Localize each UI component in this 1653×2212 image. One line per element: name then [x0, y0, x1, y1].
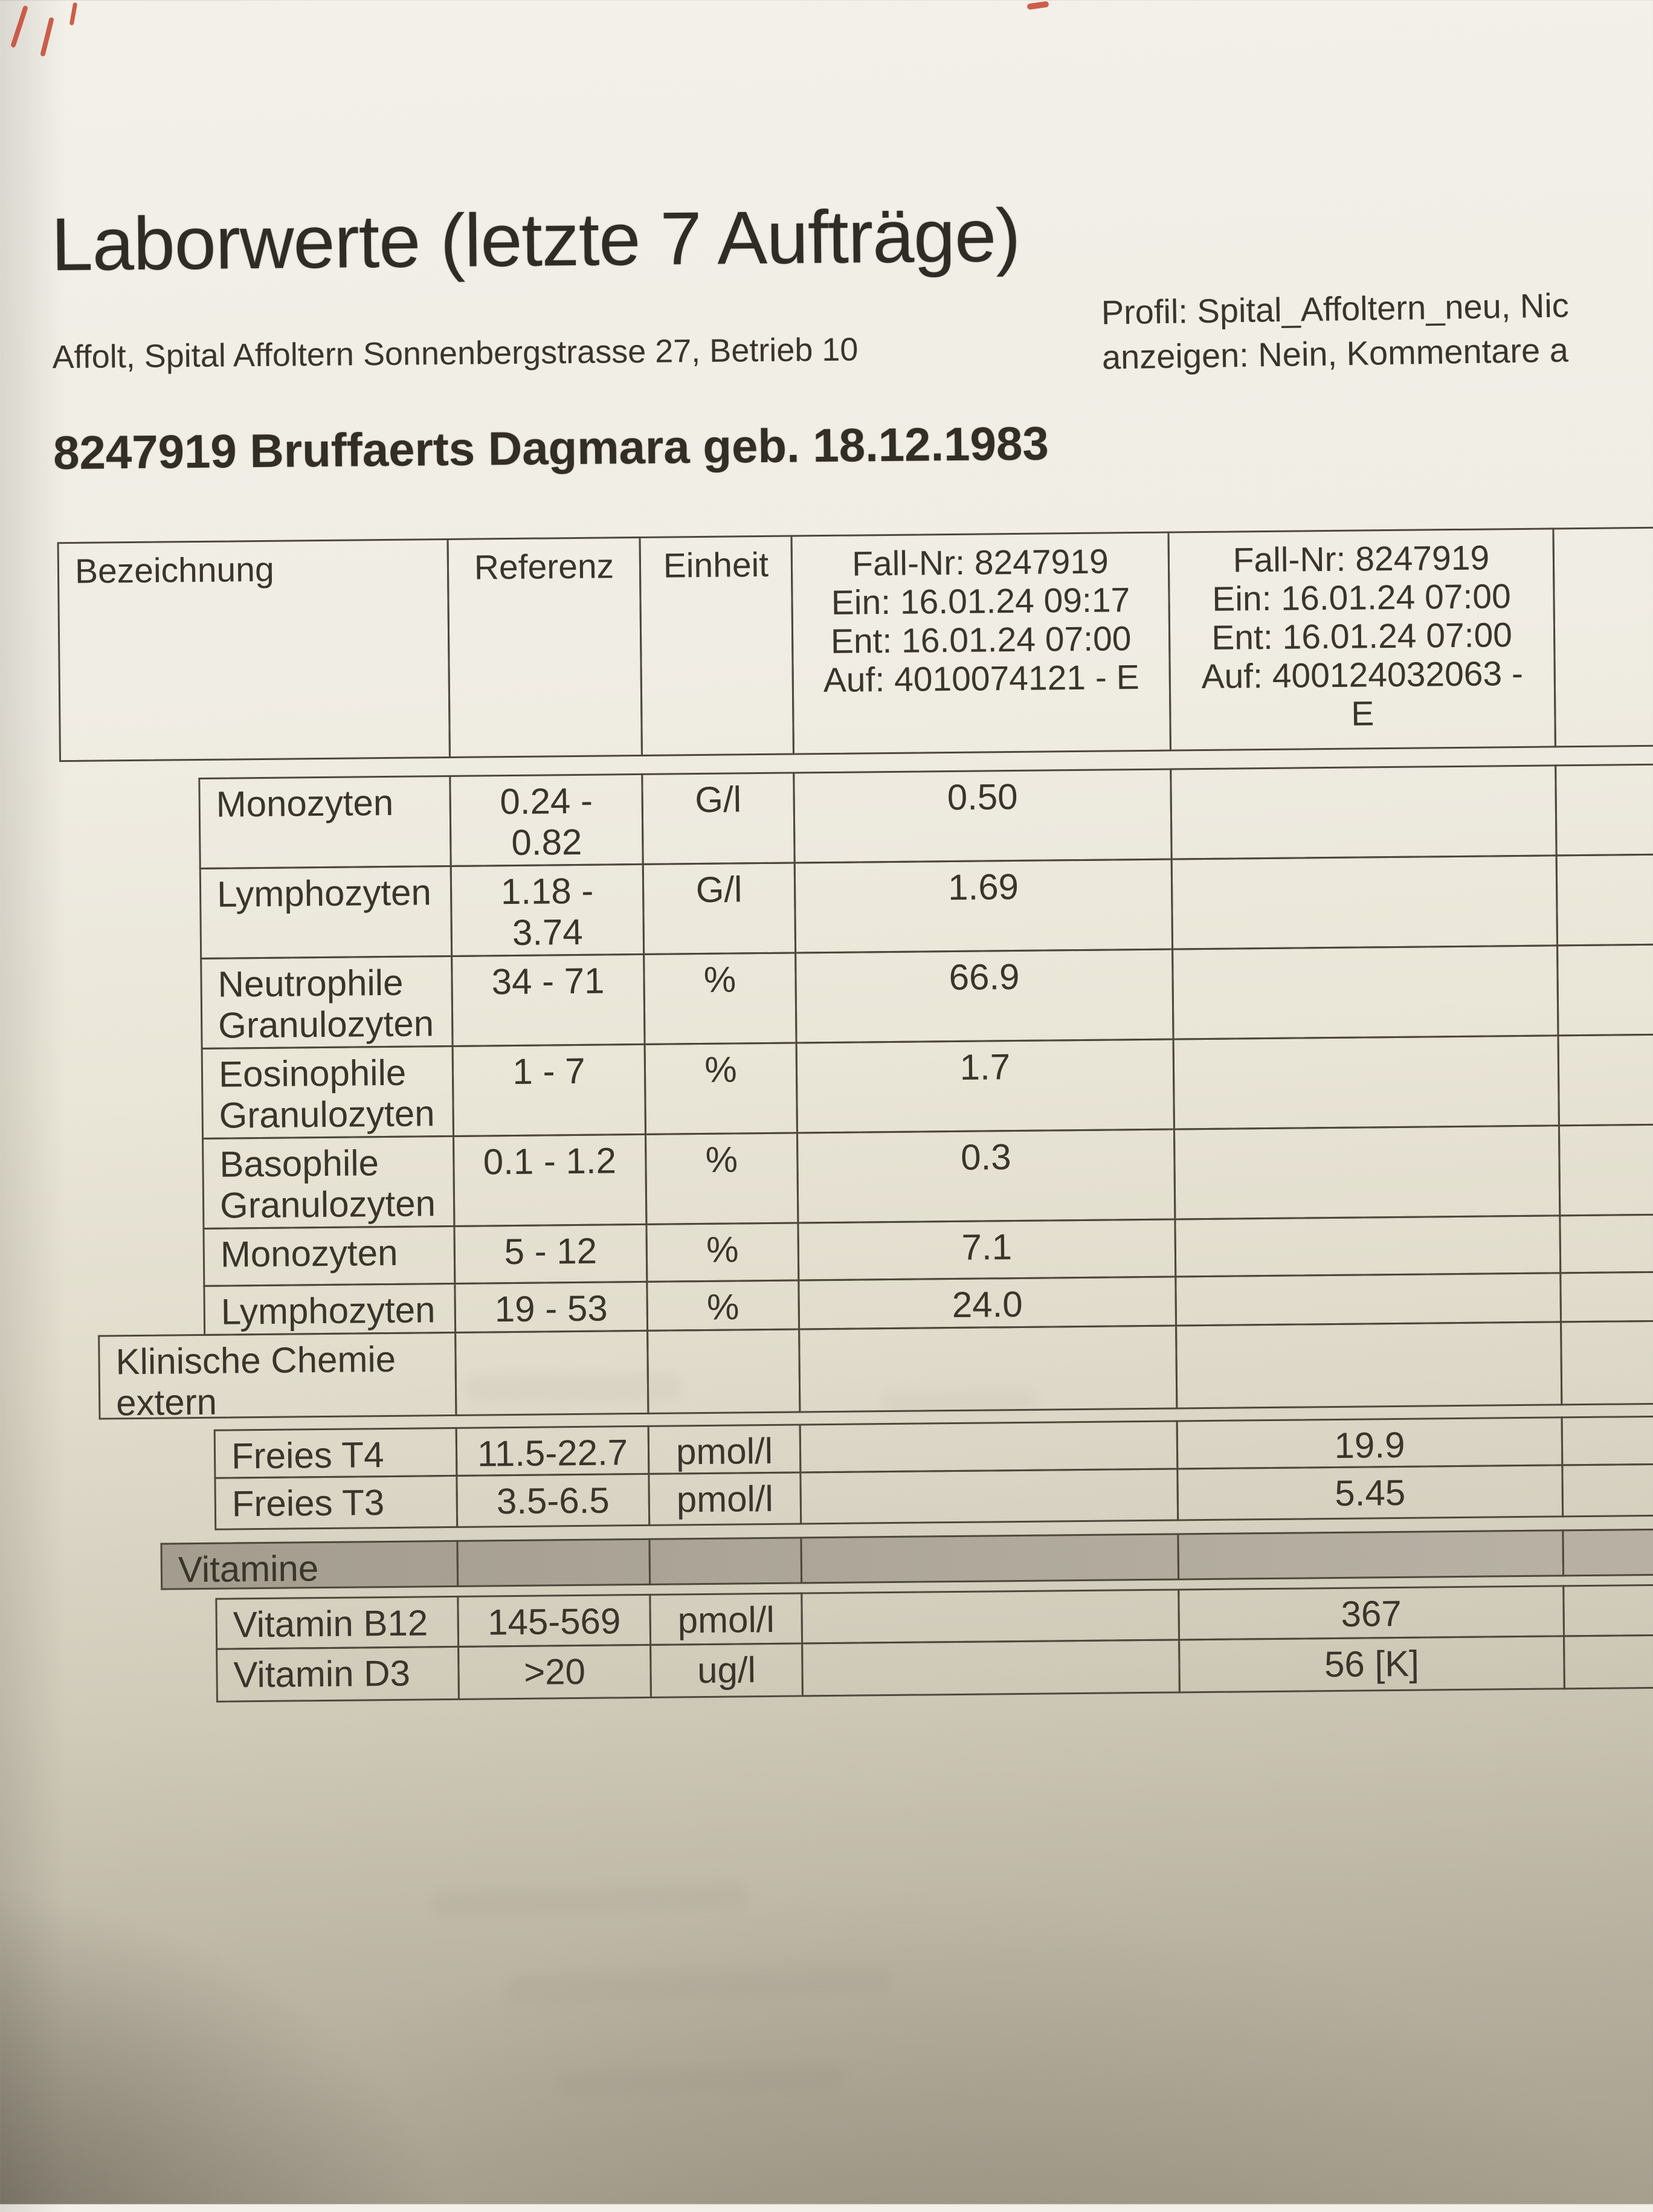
unit: %: [645, 1222, 799, 1282]
unit: ug/l: [649, 1642, 804, 1698]
result-order2: 56 [K]: [1178, 1635, 1565, 1693]
result-order3: [1559, 1213, 1653, 1274]
profile-info: [1101, 281, 1653, 379]
reference-range: 1 - 7: [452, 1043, 646, 1137]
header-order-3-partial: [1552, 526, 1653, 748]
result-order2: [1174, 1214, 1561, 1277]
result-order2: [1173, 1034, 1560, 1130]
reference-range: 11.5-22.7: [456, 1425, 650, 1477]
reference-range: 3.5-6.5: [456, 1473, 650, 1528]
result-order2: [1177, 1529, 1564, 1580]
result-order1: 1.69: [794, 859, 1173, 954]
result-order3: [1563, 1633, 1653, 1689]
header-order-1: Fall-Nr: 8247919 Ein: 16.01.24 09:17 Ent: 16.01.24 07:00 Auf: 4010074121 - E: [790, 532, 1171, 755]
result-order3: [1556, 853, 1653, 947]
result-order3: [1558, 1123, 1653, 1217]
section-title: Klinische Chemie extern: [98, 1332, 457, 1420]
reference-range: 145-569: [457, 1594, 651, 1648]
result-order2: [1170, 764, 1557, 860]
unit: G/l: [642, 862, 796, 955]
result-order3: [1560, 1320, 1653, 1406]
analyte-name: Vitamin D3: [216, 1646, 460, 1703]
result-order1: 66.9: [794, 948, 1174, 1043]
facility-line: Affolt, Spital Affoltern Sonnenbergstrasse 27, Betrieb 10: [52, 331, 859, 376]
table-row: [199, 852, 1653, 959]
hematology-block: [59, 762, 1653, 1424]
result-order1: 1.7: [796, 1038, 1175, 1133]
result-order1: [799, 1420, 1179, 1473]
patient-header: 8247919 Bruffaerts Dagmara geb. 18.12.1983: [53, 416, 1049, 480]
bleed-through-smudge: [881, 1388, 1038, 1413]
analyte-name: Lymphozyten: [199, 865, 453, 959]
result-order2: [1173, 1124, 1561, 1220]
reference-range: 1.18 - 3.74: [450, 863, 645, 957]
analyte-name: Monozyten: [202, 1225, 456, 1287]
analyte-name: Freies T3: [214, 1475, 458, 1530]
result-order2: [1171, 944, 1559, 1040]
result-order1: [800, 1533, 1179, 1584]
unit: pmol/l: [648, 1424, 802, 1474]
unit: %: [646, 1279, 800, 1331]
result-order2: [1174, 1272, 1562, 1326]
reference-range: 0.24 - 0.82: [449, 773, 643, 867]
result-order3: [1559, 1271, 1653, 1323]
unit: pmol/l: [649, 1592, 803, 1645]
table-row: [202, 1122, 1653, 1230]
analyte-name: Neutrophile Granulozyten: [200, 955, 453, 1050]
unit: %: [644, 1042, 798, 1135]
unit: [648, 1536, 802, 1585]
analyte-name: Vitamin B12: [215, 1596, 459, 1650]
header-referenz: Referenz: [447, 537, 643, 758]
section-title: Vitamine: [160, 1540, 459, 1590]
result-order3: [1561, 1414, 1653, 1466]
result-order3: [1561, 1462, 1653, 1517]
result-order3: [1555, 763, 1653, 857]
bleed-through-smudge: [555, 2064, 846, 2096]
table-row: [198, 762, 1653, 869]
bleed-through-smudge: [506, 1965, 893, 2002]
reference-range: 0.1 - 1.2: [453, 1133, 647, 1227]
unit: [646, 1328, 801, 1414]
thyroid-block: [66, 1414, 1653, 1532]
unit: G/l: [641, 772, 795, 865]
result-order1: 7.1: [797, 1218, 1176, 1281]
section-row-klinische-chemie: [98, 1318, 1653, 1424]
result-order2: 5.45: [1176, 1464, 1564, 1521]
result-order1: [801, 1588, 1180, 1644]
lab-results-table: [57, 525, 1653, 1704]
result-order2: [1171, 854, 1558, 950]
reference-range: >20: [457, 1644, 652, 1700]
result-order1: 0.50: [793, 769, 1172, 864]
result-order2: 367: [1178, 1585, 1565, 1640]
analyte-name: Freies T4: [214, 1427, 458, 1479]
unit: %: [643, 952, 797, 1045]
result-order2: 19.9: [1176, 1416, 1564, 1469]
unit: pmol/l: [648, 1471, 802, 1526]
reference-range: 34 - 71: [451, 953, 645, 1047]
profile-line-2: anzeigen: Nein, Kommentare a: [1101, 331, 1569, 376]
vitamins-block: [67, 1582, 1653, 1704]
table-row: [201, 1032, 1653, 1140]
analyte-name: Eosinophile Granulozyten: [201, 1045, 454, 1140]
page-title: Laborwerte (letzte 7 Aufträge): [51, 193, 1020, 287]
header-order-2: Fall-Nr: 8247919 Ein: 16.01.24 07:00 Ent: 16.01.24 07:00 Auf: 400124032063 - E: [1167, 527, 1556, 751]
result-order3: [1562, 1583, 1653, 1637]
header-einheit: Einheit: [639, 535, 794, 756]
result-order3: [1557, 1033, 1653, 1127]
table-row: [200, 942, 1653, 1050]
analyte-name: Monozyten: [198, 775, 451, 869]
header-bezeichnung: Bezeichnung: [57, 538, 451, 762]
profile-line-1: Profil: Spital_Affoltern_neu, Nic: [1101, 286, 1570, 332]
reference-range: 5 - 12: [453, 1224, 648, 1285]
result-order3: [1556, 943, 1653, 1037]
result-order1: 24.0: [798, 1275, 1177, 1330]
result-order1: [799, 1468, 1179, 1524]
result-order1: 0.3: [796, 1128, 1176, 1224]
table-header-row: [57, 525, 1653, 762]
result-order2: [1175, 1321, 1562, 1409]
result-order3: [1562, 1527, 1653, 1576]
bleed-through-smudge: [433, 1883, 747, 1917]
reference-range: [456, 1538, 651, 1587]
reference-range: 19 - 53: [454, 1281, 648, 1333]
unit: %: [645, 1132, 799, 1225]
bleed-through-smudge: [464, 1373, 682, 1402]
result-order1: [801, 1639, 1181, 1697]
analyte-name: Lymphozyten: [203, 1283, 456, 1336]
analyte-name: Basophile Granulozyten: [202, 1135, 455, 1230]
